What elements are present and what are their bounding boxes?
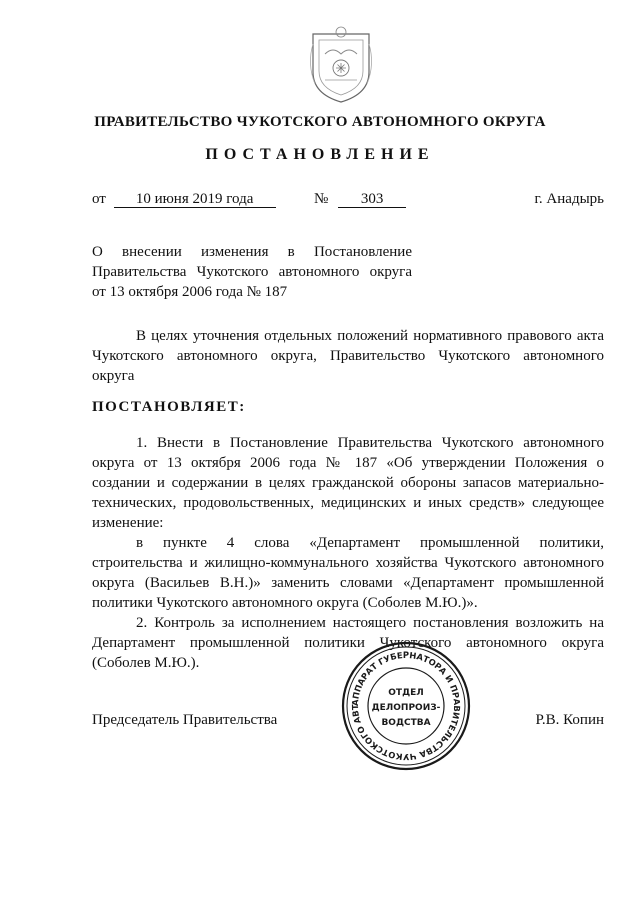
signer-position: Председатель Правительства <box>92 712 278 728</box>
number-prefix: № <box>314 191 329 207</box>
item-1-line: округа от 13 октября 2006 года № 187 «Об утверждении Положения о <box>92 455 604 471</box>
item-1-line: 1. Внести в Постановление Правительства Чукотского автономного <box>136 435 604 451</box>
resolves-heading: ПОСТАНОВЛЯЕТ: <box>92 399 246 415</box>
number-row <box>314 191 406 208</box>
item-1-line: строительства и жилищно-коммунального хозяйства Чукотского автономного <box>92 555 604 571</box>
item-2-line: Департамент промышленной политики Чукотского автономного округа <box>92 635 604 651</box>
subject-line: от 13 октября 2006 года № 187 <box>92 284 288 300</box>
date-prefix: от <box>92 191 106 207</box>
number-value: 303 <box>338 191 406 208</box>
item-1-line: изменение: <box>92 515 164 531</box>
date-row <box>92 191 276 208</box>
stamp-center-line: ДЕЛОПРОИЗ- <box>371 703 441 713</box>
item-1-line: округа (Васильев В.Н.)» заменить словами «Департамент промышленной <box>92 575 604 591</box>
item-1-line: в пункте 4 слова «Департамент промышленной политики, <box>136 535 604 551</box>
subject-line: Правительства Чукотского автономного округа <box>92 264 412 280</box>
stamp-ring-text: АППАРАТ ГУБЕРНАТОРА И ПРАВИТЕЛЬСТВА ЧУКОТСКОГО АВТ <box>349 649 463 763</box>
stamp-center-line: ОТДЕЛ <box>388 688 424 698</box>
preamble-line: округа <box>92 368 135 384</box>
subject-line: О внесении изменения в Постановление <box>92 244 412 260</box>
item-2-line: 2. Контроль за исполнением настоящего постановления возложить на <box>136 615 604 631</box>
official-stamp <box>340 640 472 772</box>
item-1-line: технических, продовольственных, медицинских и иных средств» следующее <box>92 495 604 511</box>
coat-of-arms-icon <box>305 24 377 106</box>
preamble <box>92 326 604 386</box>
stamp-center-line: ВОДСТВА <box>381 718 431 728</box>
date-value: 10 июня 2019 года <box>114 191 276 208</box>
city: г. Анадырь <box>534 191 604 207</box>
preamble-line: Чукотского автономного округа, Правительство Чукотского автономного <box>92 348 604 364</box>
government-title: ПРАВИТЕЛЬСТВО ЧУКОТСКОГО АВТОНОМНОГО ОКРУГА <box>94 114 546 130</box>
signer-name: Р.В. Копин <box>535 712 604 728</box>
item-1-line: создании и содержании в целях гражданской обороны запасов материально- <box>92 475 604 491</box>
item-1-line: политики Чукотского автономного округа (Соболев М.Ю.)». <box>92 595 478 611</box>
item-2-line: (Соболев М.Ю.). <box>92 655 200 671</box>
document-subject <box>92 242 412 302</box>
preamble-line: В целях уточнения отдельных положений нормативного правового акта <box>136 328 604 344</box>
item-1 <box>92 433 604 613</box>
document-type: ПОСТАНОВЛЕНИЕ <box>205 146 435 163</box>
